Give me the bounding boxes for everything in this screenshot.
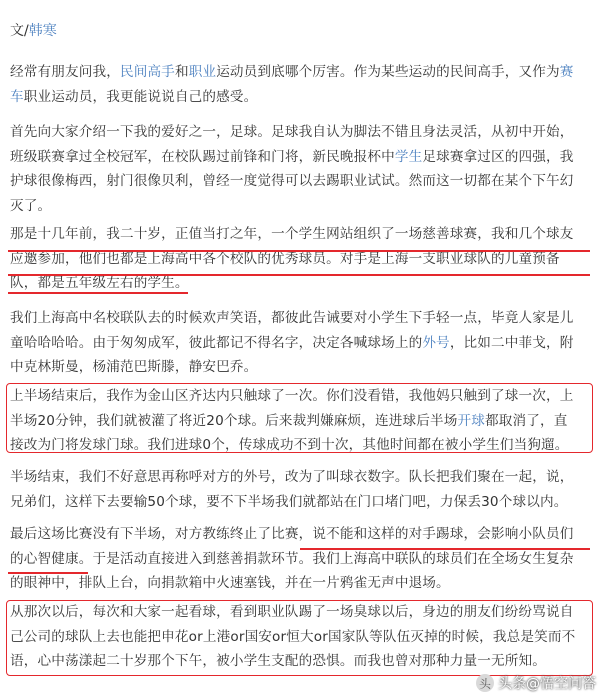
paragraph-line: [10, 169, 594, 194]
text-segment: 班级联赛拿过全校冠军，在校队踢过前锋和门将，新民晚报杯中: [10, 148, 395, 165]
text-segment: 语，心中荡漾起二十岁那个下午，被小学生支配的恐惧。而我也曾对那种力量一无所知。: [10, 653, 547, 669]
paragraph-line: [10, 465, 594, 490]
text-segment: 经常有朋友问我，: [10, 64, 120, 80]
watermark: [476, 673, 596, 693]
paragraph-line: [10, 625, 594, 650]
paragraph-line: [10, 649, 594, 674]
text-segment: 兄弟们，这样下去要输50个球，要不下半场我们就都站在门口堵门吧，力保丢30个球以内。: [10, 493, 568, 510]
paragraph-8: [10, 600, 594, 674]
text-segment: 的心智健康。于是活动直接进入到慈善捐款环节。我们上海高中联队的球员们在全场女生复杂: [10, 550, 574, 567]
paragraph-line: [10, 490, 594, 515]
text-segment: 半场20分钟，我们就被灌了将近20个球。后来裁判嫌麻烦，连进球后半场: [10, 412, 458, 429]
watermark-text: 头条@悟空问答: [498, 676, 596, 692]
author-link[interactable]: 韩寒: [28, 23, 57, 39]
paragraph-line: [10, 271, 594, 296]
paragraph-line: [10, 547, 594, 572]
paragraph-line: [10, 522, 594, 547]
text-segment: 童哈哈哈哈。由于匆匆成军，彼此都记不得名字，决定各喊球场上的: [10, 334, 423, 351]
text-segment: 半场结束，我们不好意思再称呼对方的外号，改为了叫球衣数字。队长把我们聚在一起，说，: [10, 469, 574, 485]
text-segment: 灭了。: [10, 197, 52, 214]
keyword-link[interactable]: 外号: [422, 334, 450, 351]
text-segment: 护球很像梅西，射门很像贝利，曾经一度觉得可以去踢职业试试。然而这一切都在某个下午幻: [10, 173, 574, 189]
paragraph-7: [10, 522, 594, 596]
paragraph-line: [10, 355, 594, 380]
text-segment: 和: [174, 64, 189, 80]
text-segment: 最后这场比赛没有下半场，对方教练终止了比赛，说不能和这样的对手踢球，会影响小队员们: [10, 526, 574, 542]
paragraph-line: [10, 222, 594, 247]
keyword-link[interactable]: 车: [10, 88, 24, 105]
keyword-link[interactable]: 开球: [457, 412, 486, 429]
paragraph-4: [10, 306, 594, 380]
keyword-link[interactable]: 民间高手: [119, 64, 175, 80]
text-segment: ，比如二中菲戈，附: [449, 334, 574, 351]
text-segment: 职业运动员，我更能说说自己的感受。: [23, 88, 258, 105]
wukong-logo-icon: 头: [476, 674, 494, 692]
byline-prefix: 文/: [10, 23, 29, 39]
paragraph-line: [10, 194, 594, 219]
text-segment: 从那次以后，每次和大家一起看球，看到职业队踢了一场臭球以后，身边的朋友们纷纷骂说自: [10, 604, 574, 620]
text-segment: 己公司的球队上去也能把申花or上港or国安or恒大or国家队等队伍灭掉的时候，我总是笑而不: [10, 628, 576, 645]
keyword-link[interactable]: 学生: [394, 148, 423, 165]
keyword-link[interactable]: 职业: [188, 64, 217, 80]
paragraph-3: [10, 222, 594, 296]
text-segment: 上半场结束后，我作为金山区齐达内只触球了一次。你们没看错，我他妈只触到了球一次，上: [10, 388, 574, 404]
text-segment: 那是十几年前，我二十岁，正值当打之年，一个学生网站组织了一场慈善球赛，我和几个球友: [10, 226, 574, 242]
text-segment: 我们上海高中名校联队去的时候欢声笑语，都彼此告诫要对小学生下手轻一点，毕竟人家是儿: [10, 310, 574, 326]
paragraph-line: [10, 409, 594, 434]
paragraph-line: [10, 331, 594, 356]
paragraph-line: [10, 384, 594, 409]
paragraph-1: [10, 60, 594, 109]
paragraph-line: [10, 85, 594, 110]
paragraph-line: [10, 145, 594, 170]
text-segment: 接改为门将发球门球。我们进球0个，传球成功不到十次，其他时间都在被小学生们当狗遛。: [10, 437, 569, 453]
paragraph-line: [10, 247, 594, 272]
paragraph-line: [10, 306, 594, 331]
text-segment: 都取消了，直: [485, 412, 568, 429]
paragraph-6: [10, 465, 594, 514]
text-segment: 中克林斯曼，杨浦范巴斯滕，静安巴乔。: [10, 359, 258, 375]
text-segment: 足球赛拿过区的四强，我: [422, 148, 574, 165]
paragraph-5: [10, 384, 594, 458]
paragraph-line: [10, 433, 594, 458]
paragraph-line: [10, 600, 594, 625]
keyword-link[interactable]: 赛: [559, 64, 574, 80]
text-segment: 的眼神中，排队上台，向捐款箱中火速塞钱，并在一片鸦雀无声中退场。: [10, 575, 450, 591]
paragraph-line: [10, 120, 594, 145]
paragraph-line: [10, 571, 594, 596]
paragraph-line: [10, 60, 594, 85]
byline: [10, 20, 57, 42]
paragraph-2: [10, 120, 594, 218]
text-segment: 运动员到底哪个厉害。作为某些运动的民间高手，又作为: [216, 64, 560, 80]
text-segment: 队，都是五年级左右的学生。: [10, 275, 189, 291]
text-segment: 应邀参加，他们也都是上海高中各个校队的优秀球员。对手是上海一支职业球队的儿童预备: [10, 250, 560, 267]
text-segment: 首先向大家介绍一下我的爱好之一，足球。足球我自认为脚法不错且身法灵活，从初中开始，: [10, 124, 574, 140]
